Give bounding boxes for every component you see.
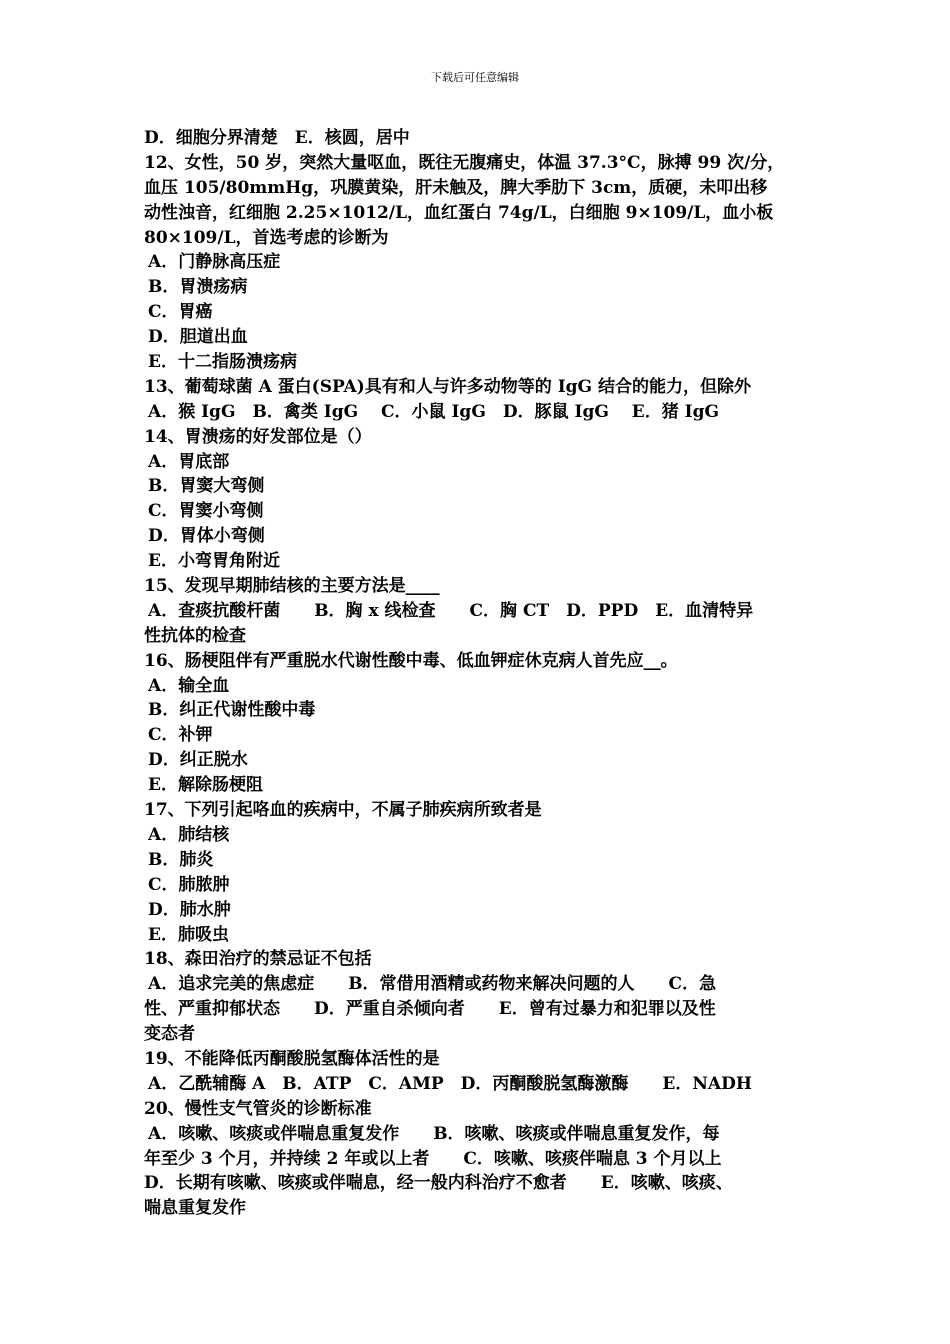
question-20-options-continued: D．长期有咳嗽、咳痰或伴喘息，经一般内科治疗不愈者 E．咳嗽、咳痰、 — [144, 1173, 733, 1194]
question-19-options: A．乙酰辅酶 A B．ATP C．AMP D．丙酮酸脱氢酶激酶 E．NADH — [148, 1073, 752, 1094]
question-12-option-e: E．十二指肠溃疡病 — [148, 352, 297, 373]
question-17-option-d: D．肺水肿 — [148, 899, 231, 920]
question-15-options-continued: 性抗体的检查 — [144, 625, 246, 646]
question-14-option-e: E．小弯胃角附近 — [148, 551, 280, 572]
question-16-option-e: E．解除肠梗阻 — [148, 775, 263, 796]
question-17-stem: 17、下列引起咯血的疾病中，不属子肺疾病所致者是 — [144, 800, 542, 821]
question-14-option-d: D．胃体小弯侧 — [148, 526, 265, 547]
text-line: D．细胞分界清楚 E．核圆，居中 — [144, 128, 410, 148]
question-14-stem: 14、胃溃疡的好发部位是（） — [144, 426, 372, 447]
question-14-option-a: A．胃底部 — [148, 451, 230, 472]
question-16-option-b: B．纠正代谢性酸中毒 — [148, 700, 316, 721]
question-12-stem: 80×109/L，首选考虑的诊断为 — [144, 227, 389, 248]
question-20-stem: 20、慢性支气管炎的诊断标准 — [144, 1098, 372, 1119]
question-12-option-d: D．胆道出血 — [148, 327, 248, 348]
document-body — [144, 126, 824, 1221]
question-18-options: A．追求完美的焦虑症 B．常借用酒精或药物来解决问题的人 C．急 — [148, 974, 717, 995]
question-12-option-a: A．门静脉高压症 — [148, 252, 281, 273]
question-12-stem: 动性浊音，红细胞 2.25×1012/L，血红蛋白 74g/L，白细胞 9×109/L，血小板 — [144, 202, 774, 223]
question-12-option-c: C．胃癌 — [148, 302, 213, 323]
question-15-stem: 15、发现早期肺结核的主要方法是____ — [144, 576, 440, 597]
question-18-stem: 18、森田治疗的禁忌证不包括 — [144, 949, 372, 970]
question-19-stem: 19、不能降低丙酮酸脱氢酶体活性的是 — [144, 1048, 440, 1069]
question-16-option-c: C．补钾 — [148, 725, 213, 746]
question-16-stem: 16、肠梗阻伴有严重脱水代谢性酸中毒、低血钾症休克病人首先应__。 — [144, 650, 678, 671]
question-13-options: A．猴 IgG B．禽类 IgG C．小鼠 IgG D．豚鼠 IgG E．猪 IgG — [148, 401, 720, 422]
question-18-options-continued: 变态者 — [144, 1024, 195, 1045]
question-16-option-d: D．纠正脱水 — [148, 750, 248, 771]
question-20-options: A．咳嗽、咳痰或伴喘息重复发作 B．咳嗽、咳痰或伴喘息重复发作，每 — [148, 1123, 720, 1144]
question-14-option-b: B．胃窦大弯侧 — [148, 476, 265, 497]
question-17-option-b: B．肺炎 — [148, 849, 214, 870]
question-15-options: A．查痰抗酸杆菌 B．胸 x 线检查 C．胸 CT D．PPD E．血清特异 — [148, 600, 754, 621]
question-17-option-a: A．肺结核 — [148, 824, 230, 845]
question-14-option-c: C．胃窦小弯侧 — [148, 501, 264, 522]
question-17-option-c: C．肺脓肿 — [148, 874, 230, 895]
question-17-option-e: E．肺吸虫 — [148, 924, 229, 945]
question-12-option-b: B．胃溃疡病 — [148, 277, 248, 298]
question-16-option-a: A．输全血 — [148, 675, 230, 696]
question-13-stem: 13、葡萄球菌 A 蛋白(SPA)具有和人与许多动物等的 IgG 结合的能力，但除外 — [144, 376, 751, 397]
question-20-options-continued: 年至少 3 个月，并持续 2 年或以上者 C．咳嗽、咳痰伴喘息 3 个月以上 — [144, 1148, 722, 1169]
question-20-options-continued: 喘息重复发作 — [144, 1198, 246, 1219]
page-header: 下载后可任意编辑 — [431, 71, 519, 84]
question-18-options-continued: 性、严重抑郁状态 D．严重自杀倾向者 E．曾有过暴力和犯罪以及性 — [144, 999, 716, 1020]
question-12-stem: 12、女性，50 岁，突然大量呕血，既往无腹痛史，体温 37.3°C，脉搏 99 次/分， — [144, 152, 785, 173]
question-12-stem: 血压 105/80mmHg，巩膜黄染，肝未触及，脾大季肋下 3cm，质硬，未叩出移 — [144, 177, 768, 198]
